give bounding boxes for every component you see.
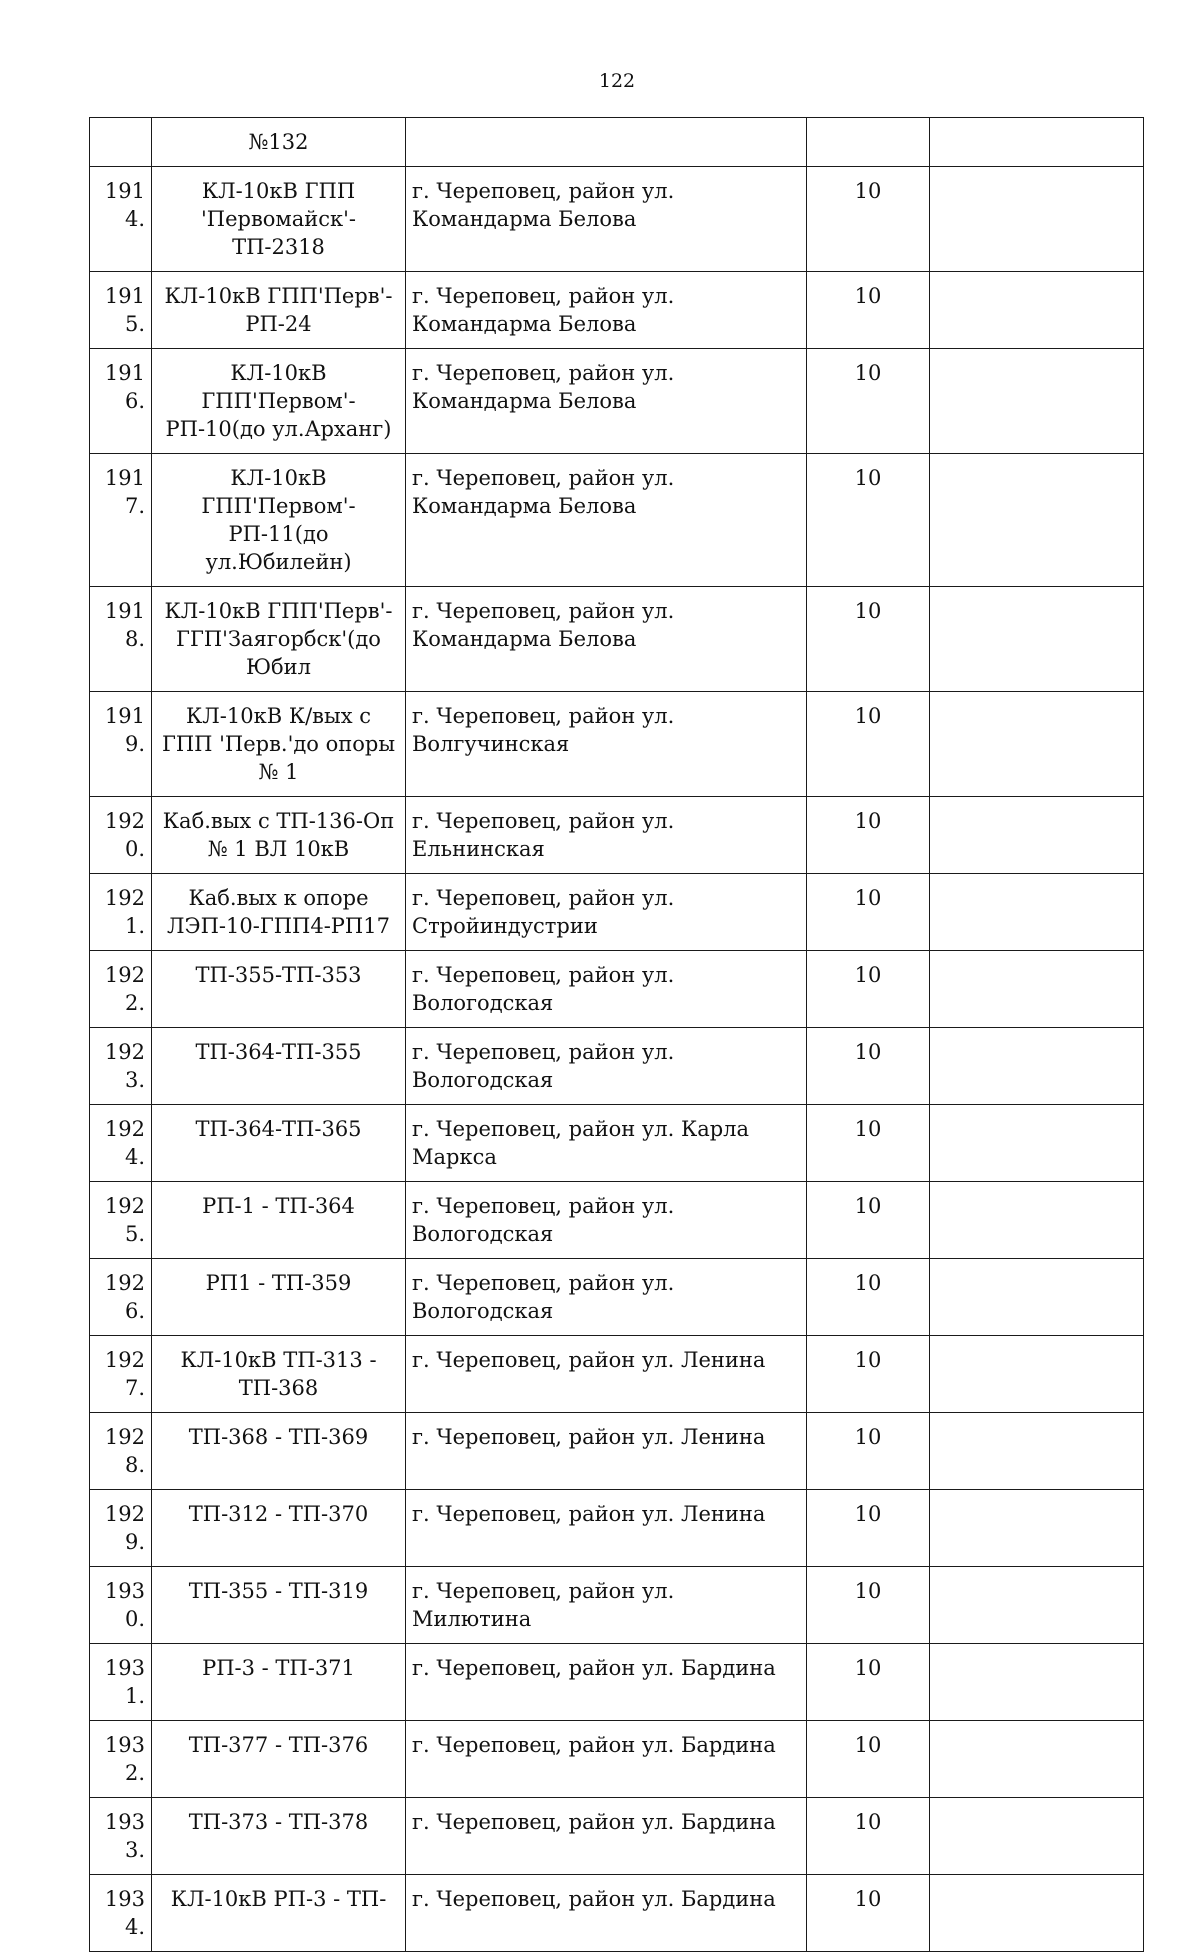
notes-cell — [930, 1875, 1144, 1952]
table-row — [90, 1413, 1144, 1490]
row-number-cell: 1929. — [90, 1490, 152, 1567]
line-name-cell: ТП-312 - ТП-370 — [152, 1490, 406, 1567]
voltage-cell — [807, 118, 930, 167]
row-number-cell: 1927. — [90, 1336, 152, 1413]
page-number: 122 — [598, 70, 636, 92]
row-number-cell: 1919. — [90, 692, 152, 797]
voltage-cell: 10 — [807, 1798, 930, 1875]
address-cell: г. Череповец, район ул. Командарма Белова — [406, 167, 807, 272]
line-name-cell: Каб.вых с ТП-136-Оп № 1 ВЛ 10кВ — [152, 797, 406, 874]
line-name-cell: ТП-373 - ТП-378 — [152, 1798, 406, 1875]
cable-lines-table — [89, 117, 1144, 1952]
line-name-cell: ТП-377 - ТП-376 — [152, 1721, 406, 1798]
address-cell: г. Череповец, район ул. Волгучинская — [406, 692, 807, 797]
table-row — [90, 272, 1144, 349]
row-number-cell: 1930. — [90, 1567, 152, 1644]
voltage-cell: 10 — [807, 1105, 930, 1182]
table-row — [90, 797, 1144, 874]
row-number-cell: 1915. — [90, 272, 152, 349]
notes-cell — [930, 349, 1144, 454]
line-name-cell: №132 — [152, 118, 406, 167]
row-number-cell: 1917. — [90, 454, 152, 587]
line-name-cell: РП1 - ТП-359 — [152, 1259, 406, 1336]
notes-cell — [930, 1567, 1144, 1644]
table-row — [90, 874, 1144, 951]
notes-cell — [930, 272, 1144, 349]
table-row — [90, 1798, 1144, 1875]
table-row — [90, 1182, 1144, 1259]
address-cell: г. Череповец, район ул. Ленина — [406, 1490, 807, 1567]
address-cell: г. Череповец, район ул. Ельнинская — [406, 797, 807, 874]
voltage-cell: 10 — [807, 874, 930, 951]
table-row — [90, 1336, 1144, 1413]
voltage-cell: 10 — [807, 1413, 930, 1490]
notes-cell — [930, 1490, 1144, 1567]
table-row — [90, 692, 1144, 797]
address-cell: г. Череповец, район ул. Вологодская — [406, 1182, 807, 1259]
voltage-cell: 10 — [807, 1336, 930, 1413]
row-number-cell — [90, 118, 152, 167]
address-cell: г. Череповец, район ул. Вологодская — [406, 1259, 807, 1336]
address-cell: г. Череповец, район ул. Стройиндустрии — [406, 874, 807, 951]
address-cell: г. Череповец, район ул. Милютина — [406, 1567, 807, 1644]
row-number-cell: 1933. — [90, 1798, 152, 1875]
address-cell: г. Череповец, район ул. Вологодская — [406, 1028, 807, 1105]
row-number-cell: 1928. — [90, 1413, 152, 1490]
voltage-cell: 10 — [807, 587, 930, 692]
notes-cell — [930, 1798, 1144, 1875]
table-row — [90, 349, 1144, 454]
voltage-cell: 10 — [807, 349, 930, 454]
line-name-cell: ТП-364-ТП-355 — [152, 1028, 406, 1105]
address-cell: г. Череповец, район ул. Бардина — [406, 1721, 807, 1798]
row-number-cell: 1920. — [90, 797, 152, 874]
address-cell: г. Череповец, район ул. Командарма Белова — [406, 272, 807, 349]
table-row — [90, 1490, 1144, 1567]
line-name-cell: ТП-355-ТП-353 — [152, 951, 406, 1028]
line-name-cell: КЛ-10кВ ГПП'Перв'-РП-24 — [152, 272, 406, 349]
voltage-cell: 10 — [807, 1567, 930, 1644]
line-name-cell: РП-1 - ТП-364 — [152, 1182, 406, 1259]
row-number-cell: 1921. — [90, 874, 152, 951]
voltage-cell: 10 — [807, 1259, 930, 1336]
line-name-cell: Каб.вых к опоре ЛЭП-10-ГПП4-РП17 — [152, 874, 406, 951]
table-row — [90, 1644, 1144, 1721]
address-cell: г. Череповец, район ул. Бардина — [406, 1644, 807, 1721]
voltage-cell: 10 — [807, 1490, 930, 1567]
table-row — [90, 951, 1144, 1028]
row-number-cell: 1916. — [90, 349, 152, 454]
voltage-cell: 10 — [807, 272, 930, 349]
table-row — [90, 167, 1144, 272]
voltage-cell: 10 — [807, 1182, 930, 1259]
row-number-cell: 1923. — [90, 1028, 152, 1105]
table-row — [90, 1259, 1144, 1336]
address-cell: г. Череповец, район ул. Вологодская — [406, 951, 807, 1028]
notes-cell — [930, 1105, 1144, 1182]
notes-cell — [930, 454, 1144, 587]
notes-cell — [930, 1259, 1144, 1336]
table-row — [90, 1105, 1144, 1182]
row-number-cell: 1931. — [90, 1644, 152, 1721]
notes-cell — [930, 874, 1144, 951]
row-number-cell: 1926. — [90, 1259, 152, 1336]
line-name-cell: КЛ-10кВ РП-3 - ТП- — [152, 1875, 406, 1952]
line-name-cell: КЛ-10кВ ГПП'Первом'-РП-11(до ул.Юбилейн) — [152, 454, 406, 587]
notes-cell — [930, 587, 1144, 692]
notes-cell — [930, 951, 1144, 1028]
address-cell: г. Череповец, район ул. Бардина — [406, 1875, 807, 1952]
line-name-cell: ТП-368 - ТП-369 — [152, 1413, 406, 1490]
row-number-cell: 1922. — [90, 951, 152, 1028]
address-cell: г. Череповец, район ул. Ленина — [406, 1336, 807, 1413]
line-name-cell: ТП-364-ТП-365 — [152, 1105, 406, 1182]
table-body — [90, 118, 1144, 1952]
table-row — [90, 1721, 1144, 1798]
row-number-cell: 1918. — [90, 587, 152, 692]
line-name-cell: КЛ-10кВ ТП-313 - ТП-368 — [152, 1336, 406, 1413]
address-cell: г. Череповец, район ул. Командарма Белова — [406, 587, 807, 692]
voltage-cell: 10 — [807, 454, 930, 587]
voltage-cell: 10 — [807, 797, 930, 874]
table-row — [90, 454, 1144, 587]
table-row — [90, 1028, 1144, 1105]
line-name-cell: ТП-355 - ТП-319 — [152, 1567, 406, 1644]
voltage-cell: 10 — [807, 951, 930, 1028]
line-name-cell: КЛ-10кВ ГПП'Первом'-РП-10(до ул.Арханг) — [152, 349, 406, 454]
voltage-cell: 10 — [807, 167, 930, 272]
notes-cell — [930, 167, 1144, 272]
line-name-cell: КЛ-10кВ К/вых с ГПП 'Перв.'до опоры № 1 — [152, 692, 406, 797]
table-row — [90, 118, 1144, 167]
address-cell: г. Череповец, район ул. Бардина — [406, 1798, 807, 1875]
row-number-cell: 1934. — [90, 1875, 152, 1952]
table-row — [90, 587, 1144, 692]
row-number-cell: 1925. — [90, 1182, 152, 1259]
address-cell: г. Череповец, район ул. Командарма Белова — [406, 349, 807, 454]
notes-cell — [930, 1413, 1144, 1490]
notes-cell — [930, 1721, 1144, 1798]
notes-cell — [930, 1028, 1144, 1105]
line-name-cell: РП-3 - ТП-371 — [152, 1644, 406, 1721]
address-cell: г. Череповец, район ул. Ленина — [406, 1413, 807, 1490]
voltage-cell: 10 — [807, 692, 930, 797]
voltage-cell: 10 — [807, 1875, 930, 1952]
voltage-cell: 10 — [807, 1644, 930, 1721]
row-number-cell: 1924. — [90, 1105, 152, 1182]
line-name-cell: КЛ-10кВ ГПП 'Первомайск'-ТП-2318 — [152, 167, 406, 272]
address-cell: г. Череповец, район ул. Карла Маркса — [406, 1105, 807, 1182]
line-name-cell: КЛ-10кВ ГПП'Перв'-ГГП'Заягорбск'(до Юбил — [152, 587, 406, 692]
notes-cell — [930, 797, 1144, 874]
notes-cell — [930, 1182, 1144, 1259]
voltage-cell: 10 — [807, 1721, 930, 1798]
address-cell: г. Череповец, район ул. Командарма Белова — [406, 454, 807, 587]
row-number-cell: 1914. — [90, 167, 152, 272]
table-row — [90, 1875, 1144, 1952]
address-cell — [406, 118, 807, 167]
notes-cell — [930, 118, 1144, 167]
notes-cell — [930, 1644, 1144, 1721]
table-row — [90, 1567, 1144, 1644]
notes-cell — [930, 1336, 1144, 1413]
notes-cell — [930, 692, 1144, 797]
row-number-cell: 1932. — [90, 1721, 152, 1798]
voltage-cell: 10 — [807, 1028, 930, 1105]
